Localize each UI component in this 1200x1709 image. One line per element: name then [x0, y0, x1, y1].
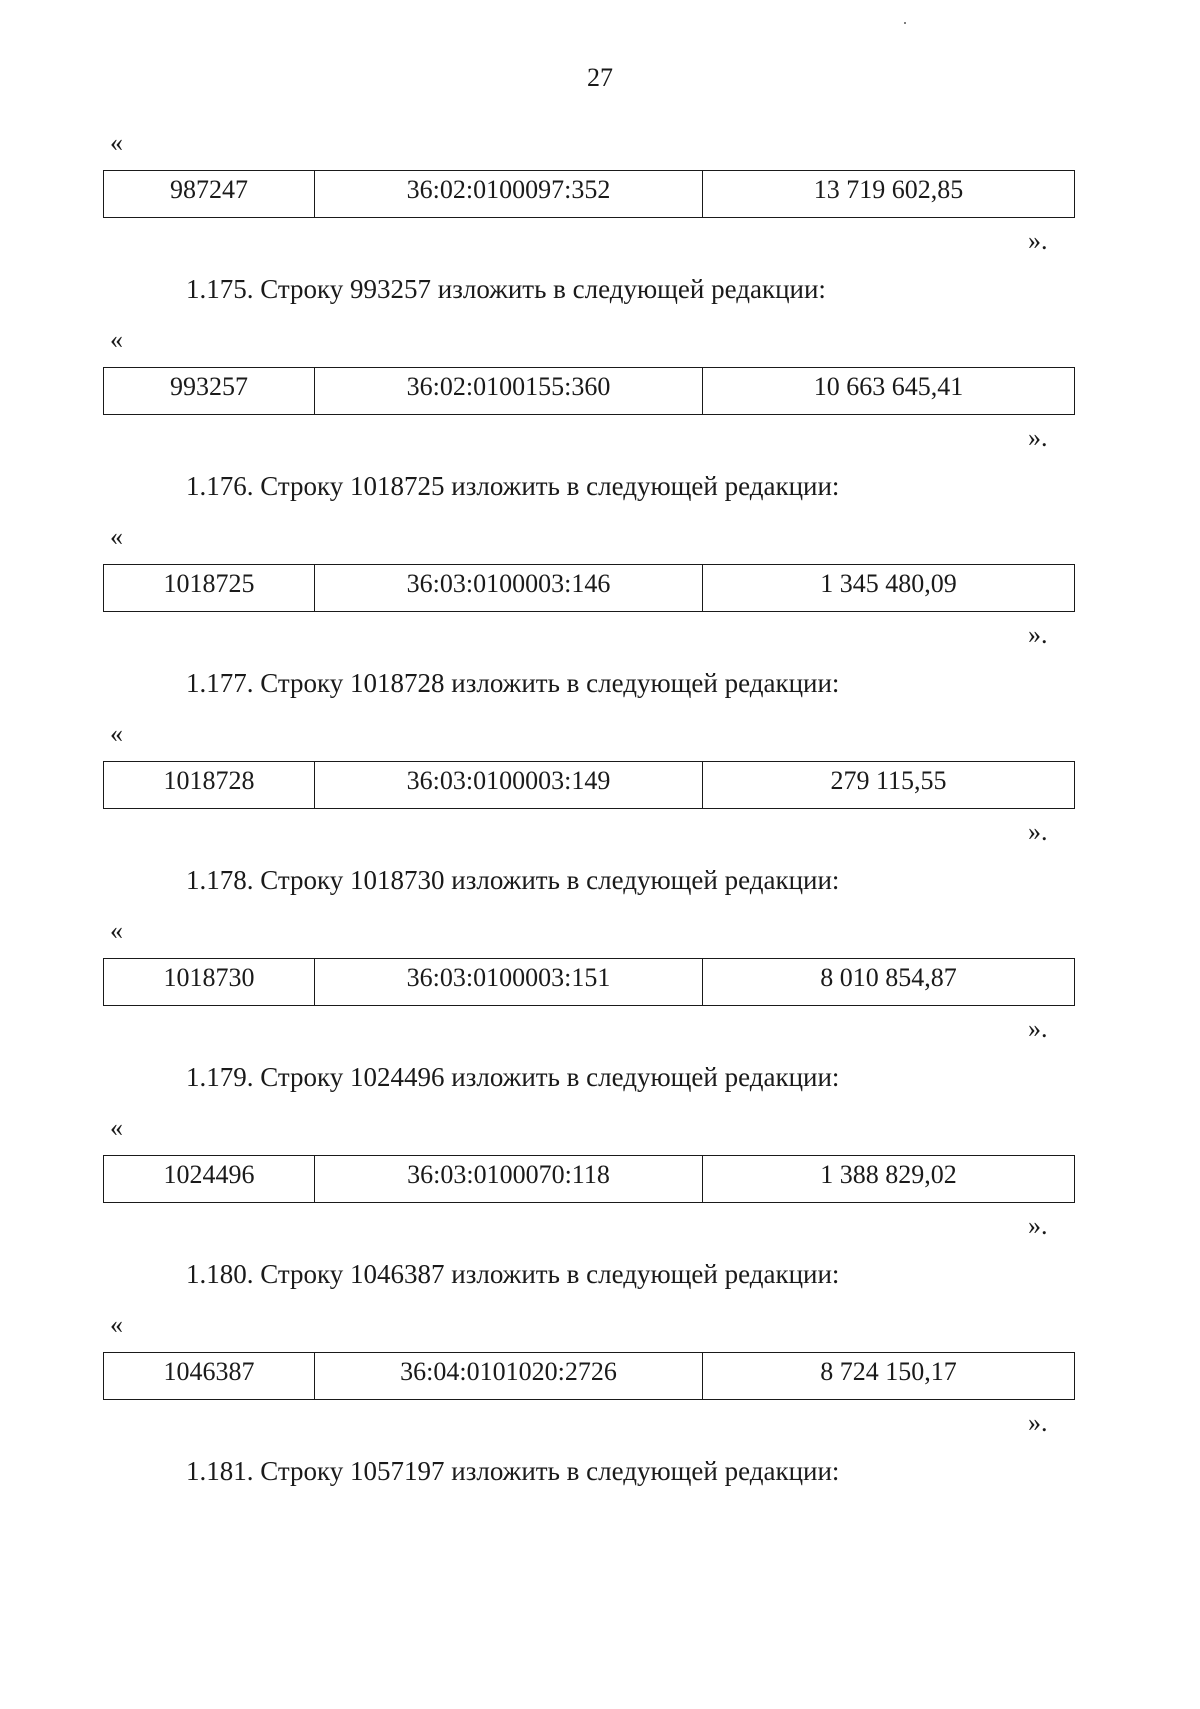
- amendment-heading: 1.176. Строку 1018725 изложить в следующей редакции:: [186, 471, 840, 501]
- table-row: [104, 565, 1075, 612]
- replacement-row-table: [103, 564, 1075, 612]
- cadastral-number-cell: 36:03:0100003:146: [315, 565, 703, 612]
- row-id-cell: 1018725: [104, 565, 315, 612]
- opening-quote: «: [110, 1310, 123, 1339]
- closing-quote: ».: [1028, 620, 1048, 649]
- cadastral-number-cell: 36:03:0100070:118: [315, 1156, 703, 1203]
- cadastral-value-cell: 8 010 854,87: [703, 959, 1075, 1006]
- row-id-cell: 993257: [104, 368, 315, 415]
- cadastral-value-cell: 8 724 150,17: [703, 1353, 1075, 1400]
- table-row: [104, 959, 1075, 1006]
- cadastral-number-cell: 36:03:0100003:151: [315, 959, 703, 1006]
- opening-quote: «: [110, 1113, 123, 1142]
- table-row: [104, 368, 1075, 415]
- page-number: 27: [587, 63, 613, 92]
- amendment-heading: 1.181. Строку 1057197 изложить в следующей редакции:: [186, 1456, 840, 1486]
- closing-quote: ».: [1028, 1408, 1048, 1437]
- amendment-heading: 1.175. Строку 993257 изложить в следующей редакции:: [186, 274, 826, 304]
- opening-quote: «: [110, 325, 123, 354]
- replacement-row-table: [103, 958, 1075, 1006]
- opening-quote: «: [110, 916, 123, 945]
- cadastral-value-cell: 279 115,55: [703, 762, 1075, 809]
- table-row: [104, 1353, 1075, 1400]
- replacement-row-table: [103, 367, 1075, 415]
- cadastral-number-cell: 36:02:0100097:352: [315, 171, 703, 218]
- cadastral-number-cell: 36:03:0100003:149: [315, 762, 703, 809]
- table-row: [104, 171, 1075, 218]
- cadastral-number-cell: 36:04:0101020:2726: [315, 1353, 703, 1400]
- amendment-heading: 1.177. Строку 1018728 изложить в следующей редакции:: [186, 668, 840, 698]
- scan-artifact-dot: [904, 22, 906, 24]
- row-id-cell: 1024496: [104, 1156, 315, 1203]
- row-id-cell: 1046387: [104, 1353, 315, 1400]
- opening-quote: «: [110, 522, 123, 551]
- amendment-heading: 1.178. Строку 1018730 изложить в следующей редакции:: [186, 865, 840, 895]
- opening-quote: «: [110, 128, 123, 157]
- table-row: [104, 1156, 1075, 1203]
- closing-quote: ».: [1028, 1014, 1048, 1043]
- closing-quote: ».: [1028, 423, 1048, 452]
- cadastral-value-cell: 1 388 829,02: [703, 1156, 1075, 1203]
- replacement-row-table: [103, 170, 1075, 218]
- cadastral-number-cell: 36:02:0100155:360: [315, 368, 703, 415]
- closing-quote: ».: [1028, 817, 1048, 846]
- cadastral-value-cell: 1 345 480,09: [703, 565, 1075, 612]
- cadastral-value-cell: 10 663 645,41: [703, 368, 1075, 415]
- replacement-row-table: [103, 1352, 1075, 1400]
- row-id-cell: 1018730: [104, 959, 315, 1006]
- cadastral-value-cell: 13 719 602,85: [703, 171, 1075, 218]
- replacement-row-table: [103, 1155, 1075, 1203]
- closing-quote: ».: [1028, 226, 1048, 255]
- amendment-heading: 1.179. Строку 1024496 изложить в следующей редакции:: [186, 1062, 840, 1092]
- replacement-row-table: [103, 761, 1075, 809]
- closing-quote: ».: [1028, 1211, 1048, 1240]
- opening-quote: «: [110, 719, 123, 748]
- row-id-cell: 1018728: [104, 762, 315, 809]
- table-row: [104, 762, 1075, 809]
- row-id-cell: 987247: [104, 171, 315, 218]
- amendment-heading: 1.180. Строку 1046387 изложить в следующей редакции:: [186, 1259, 840, 1289]
